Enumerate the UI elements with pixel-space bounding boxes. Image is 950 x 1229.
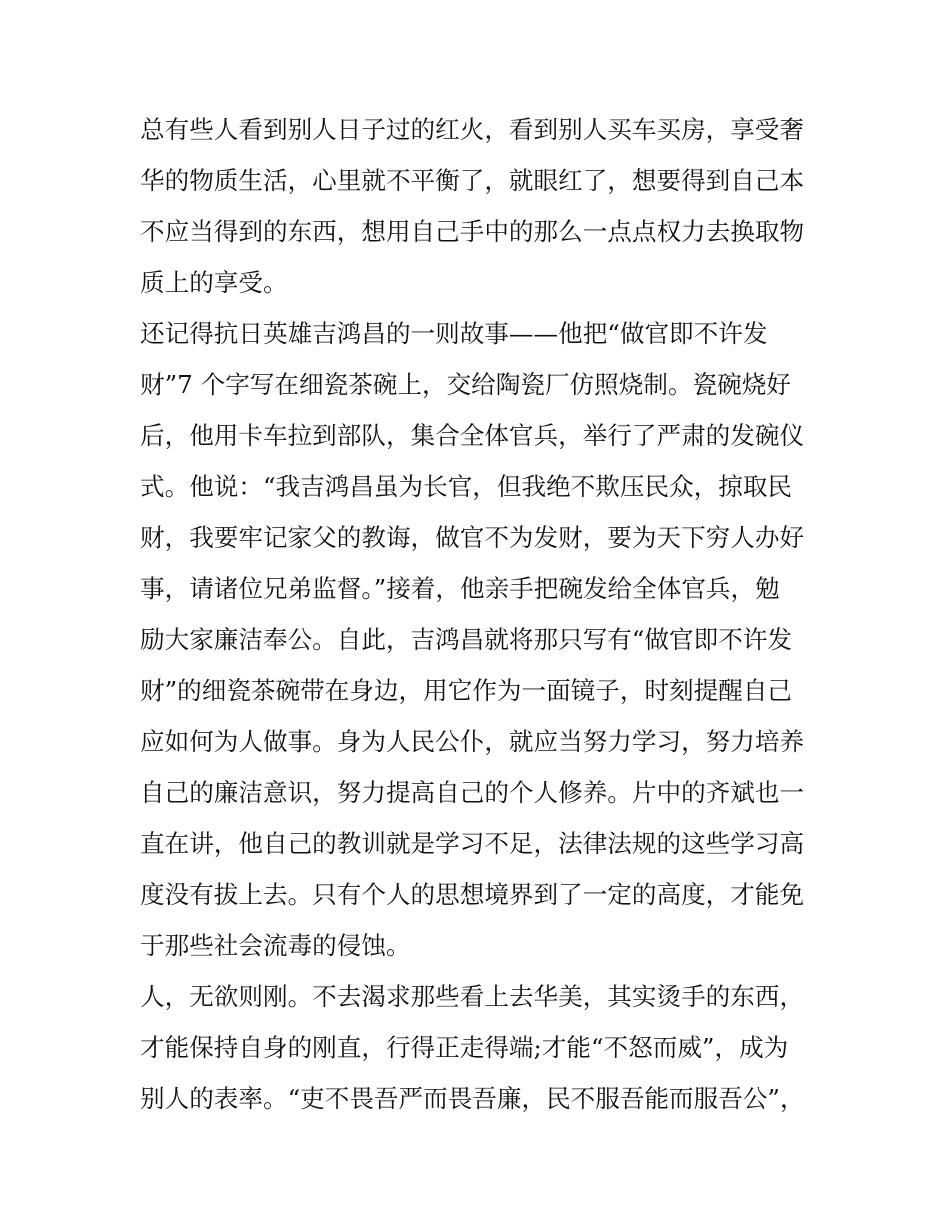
text-line-5: 还记得抗日英雄吉鸿昌的一则故事——他把“做官即不许发	[140, 319, 768, 348]
text-line-2: 华的物质生活，心里就不平衡了，就眼红了，想要得到自己本	[140, 166, 805, 195]
text-line-4: 质上的享受。	[140, 268, 288, 297]
text-line-6: 财”7 个字写在细瓷茶碗上，交给陶瓷厂仿照烧制。瓷碗烧好	[140, 370, 791, 399]
text-line-10: 事，请诸位兄弟监督。”接着，他亲手把碗发给全体官兵，勉	[140, 574, 780, 603]
text-line-20: 别人的表率。“吏不畏吾严而畏吾廉，民不服吾能而服吾公”，	[140, 1084, 805, 1113]
text-line-19: 才能保持自身的刚直，行得正走得端;才能“不怒而威”，成为	[140, 1033, 789, 1062]
text-line-1: 总有些人看到别人日子过的红火，看到别人买车买房，享受奢	[140, 115, 805, 144]
text-line-12: 财”的细瓷茶碗带在身边，用它作为一面镜子，时刻提醒自己	[140, 676, 793, 705]
text-line-13: 应如何为人做事。身为人民公仆，就应当努力学习，努力培养	[140, 727, 805, 756]
text-line-8: 式。他说：“我吉鸿昌虽为长官，但我绝不欺压民众，掠取民	[140, 472, 793, 501]
text-line-18: 人，无欲则刚。不去渴求那些看上去华美，其实烫手的东西，	[140, 982, 805, 1011]
text-line-3: 不应当得到的东西，想用自己手中的那么一点点权力去换取物	[140, 217, 805, 246]
text-line-14: 自己的廉洁意识，努力提高自己的个人修养。片中的齐斌也一	[140, 778, 805, 807]
text-line-16: 度没有拔上去。只有个人的思想境界到了一定的高度，才能免	[140, 880, 805, 909]
text-line-11: 励大家廉洁奉公。自此，吉鸿昌就将那只写有“做官即不许发	[140, 625, 793, 654]
text-line-15: 直在讲，他自己的教训就是学习不足，法律法规的这些学习高	[140, 829, 805, 858]
text-line-9: 财，我要牢记家父的教诲，做官不为发财，要为天下穷人办好	[140, 523, 805, 552]
text-line-7: 后，他用卡车拉到部队，集合全体官兵，举行了严肃的发碗仪	[140, 421, 805, 450]
text-line-17: 于那些社会流毒的侵蚀。	[140, 931, 411, 960]
document-body	[140, 104, 820, 1124]
